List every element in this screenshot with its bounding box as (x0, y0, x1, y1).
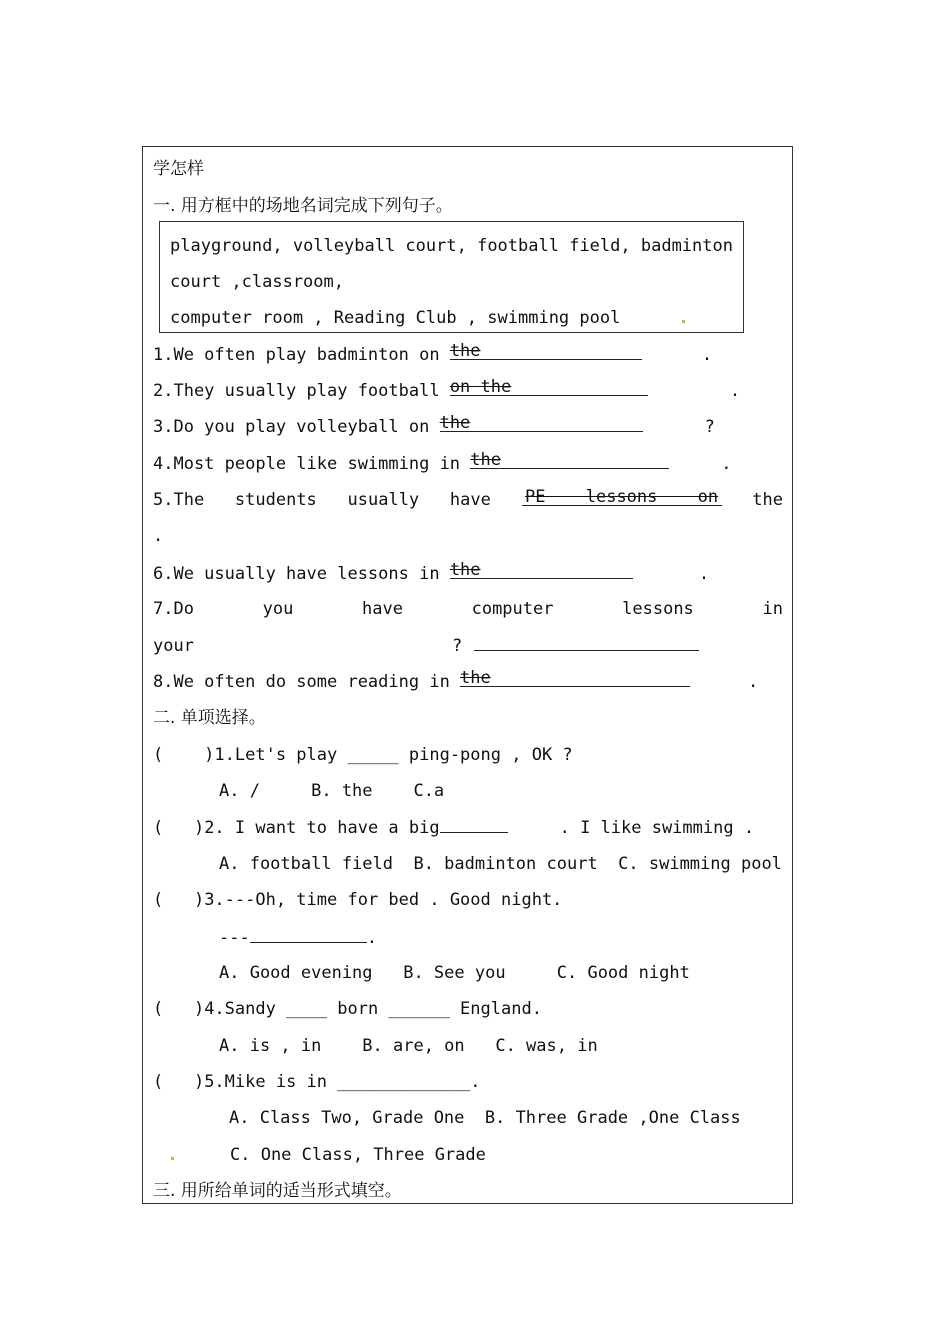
word-bank-word: playground, (170, 236, 283, 256)
s2-item-5-options-2: C. One Class, Three Grade (171, 1145, 486, 1165)
word-bank-box (159, 221, 744, 333)
answer-blank[interactable]: on the (450, 380, 648, 396)
s2-item-2: ( )2. I want to have a big . I like swimming . (153, 818, 755, 838)
s1-item-1: 1.We often play badminton on the . (153, 341, 713, 365)
word-bank-word: field, (569, 236, 631, 256)
s2-item-1-options: A. / B. the C.a (219, 781, 445, 801)
s1-item-6: 6.We usually have lessons in the . (153, 560, 710, 584)
s1-item-7-cont: your ? (153, 635, 699, 656)
s1-item-5: 5.The students usually have PE lessons on the (153, 487, 783, 510)
answer-bracket[interactable]: ( ) (153, 890, 205, 910)
answer-bracket[interactable]: ( ) (153, 999, 205, 1019)
s2-item-3-options: A. Good evening B. See you C. Good night (219, 963, 690, 983)
answer-blank[interactable]: the (440, 416, 643, 432)
s1-item-5-cont: . (153, 526, 164, 546)
answer-blank[interactable]: the (460, 671, 690, 687)
answer-blank[interactable]: PE lessons on (522, 490, 722, 506)
s1-item-8: 8.We often do some reading in the . (153, 668, 759, 692)
section1-heading: 一. 用方框中的场地名词完成下列句子。 (153, 196, 453, 216)
word-bank-word: court, (405, 236, 467, 256)
s2-item-5: ( )5.Mike is in _____________. (153, 1072, 481, 1092)
word-bank-line-1 (170, 236, 733, 256)
stray-dot (171, 1157, 174, 1160)
word-bank-line-3: computer room , Reading Club , swimming pool (170, 308, 685, 328)
s2-item-2-options: A. football field B. badminton court C. swimming pool (219, 854, 782, 874)
answer-blank[interactable] (250, 927, 367, 943)
section2-heading: 二. 单项选择。 (153, 708, 266, 728)
answer-bracket[interactable]: ( ) (153, 818, 205, 838)
answer-bracket[interactable]: ( ) (153, 1072, 205, 1092)
s2-item-3: ( )3.---Oh, time for bed . Good night. (153, 890, 563, 910)
answer-blank[interactable]: the (450, 344, 642, 360)
s1-item-4: 4.Most people like swimming in the . (153, 450, 732, 474)
word-bank-word: badminton (640, 236, 733, 256)
worksheet-frame (142, 146, 793, 1204)
s2-item-5-options: A. Class Two, Grade One B. Three Grade ,One Class (229, 1108, 741, 1128)
s2-item-1: ( )1.Let's play _____ ping-pong , OK ? (153, 745, 573, 765)
answer-blank[interactable]: the (450, 563, 633, 579)
s2-item-3-reply: --- . (219, 928, 377, 948)
answer-bracket[interactable]: ( ) (153, 745, 215, 765)
answer-blank[interactable] (474, 635, 699, 651)
answer-blank[interactable]: the (470, 453, 669, 469)
stray-dot (682, 320, 685, 323)
word-bank-line-2: court ,classroom, (170, 272, 344, 292)
s2-item-4-options: A. is , in B. are, on C. was, in (219, 1036, 598, 1056)
page-title: 学怎样 (153, 159, 204, 179)
word-bank-word: football (477, 236, 559, 256)
s1-item-3: 3.Do you play volleyball on the ? (153, 413, 715, 437)
s2-item-4: ( )4.Sandy ____ born ______ England. (153, 999, 542, 1019)
s1-item-7: 7.Do you have computer lessons in (153, 599, 783, 619)
section3-heading: 三. 用所给单词的适当形式填空。 (153, 1181, 402, 1201)
word-bank-word: volleyball (292, 236, 396, 256)
answer-blank[interactable] (440, 817, 508, 833)
s1-item-2: 2.They usually play football on the . (153, 377, 741, 401)
